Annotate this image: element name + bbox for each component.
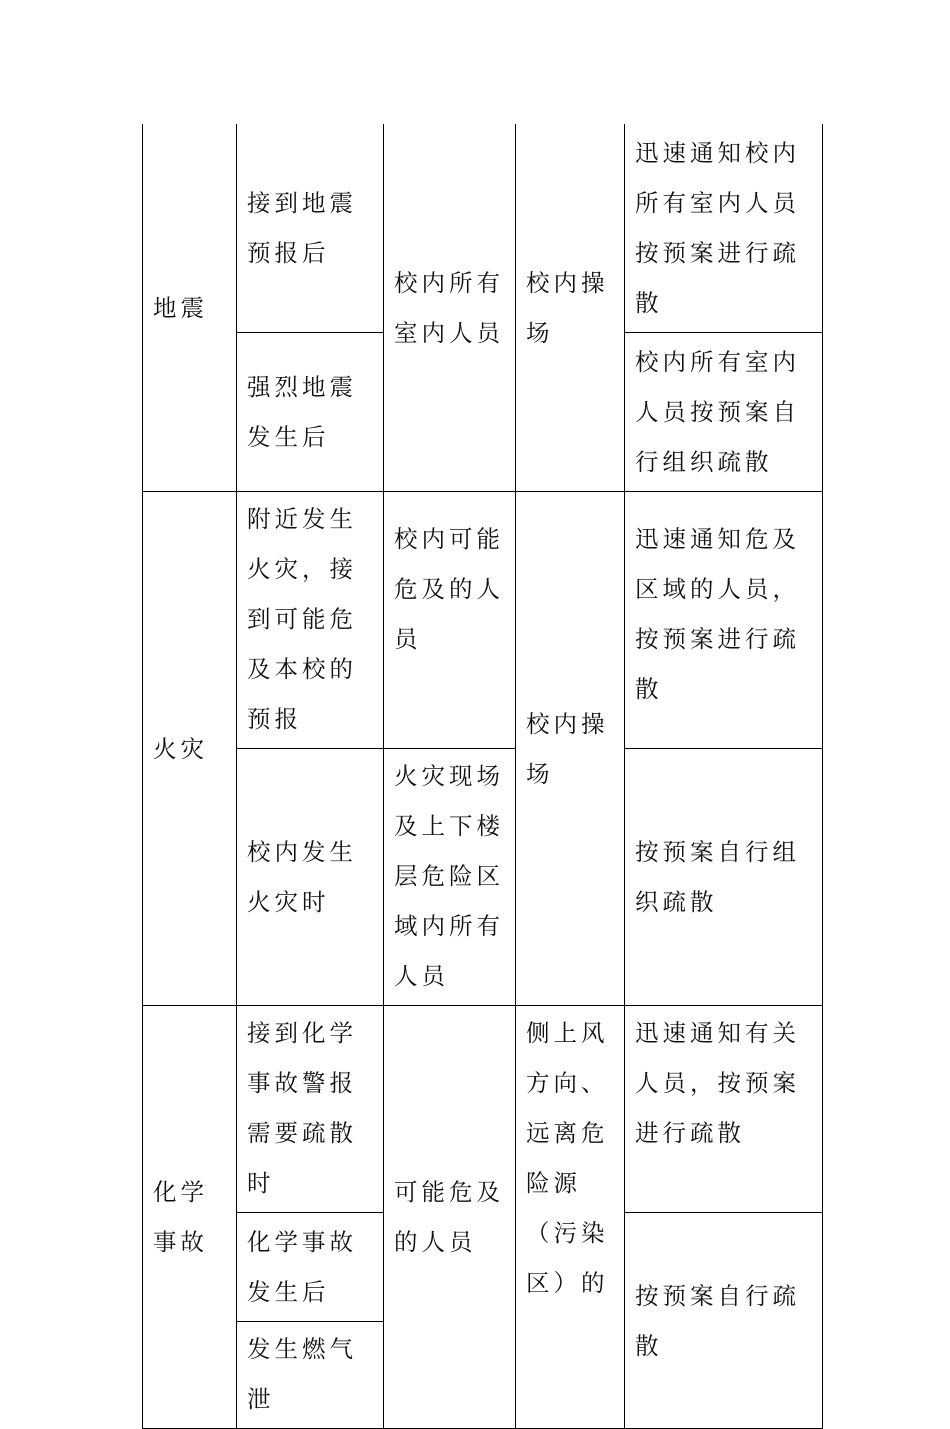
earthquake-category: 地震 (143, 124, 237, 492)
chemical-situation-occurred: 化学事故发生后 (237, 1213, 384, 1322)
evacuation-table (142, 124, 823, 1429)
fire-action-nearby: 迅速通知危及区域的人员，按预案进行疏散 (625, 492, 823, 749)
chemical-scope: 可能危及的人员 (384, 1006, 516, 1429)
fire-situation-oncampus: 校内发生火灾时 (237, 749, 384, 1006)
chemical-location: 侧上风方向、远离危险源（污染区）的 (516, 1006, 625, 1429)
earthquake-situation-forecast: 接到地震预报后 (237, 124, 384, 333)
earthquake-scope: 校内所有室内人员 (384, 124, 516, 492)
earthquake-location: 校内操场 (516, 124, 625, 492)
chemical-action-alarm: 迅速通知有关人员，按预案进行疏散 (625, 1006, 823, 1213)
earthquake-action-forecast: 迅速通知校内所有室内人员按预案进行疏散 (625, 124, 823, 333)
chemical-action-occurred: 按预案自行疏散 (625, 1213, 823, 1429)
chemical-situation-gas-leak: 发生燃气泄 (237, 1322, 384, 1429)
chemical-situation-alarm: 接到化学事故警报需要疏散时 (237, 1006, 384, 1213)
earthquake-situation-occurred: 强烈地震发生后 (237, 333, 384, 492)
fire-category: 火灾 (143, 492, 237, 1006)
fire-situation-nearby: 附近发生火灾，接到可能危及本校的预报 (237, 492, 384, 749)
earthquake-action-occurred: 校内所有室内人员按预案自行组织疏散 (625, 333, 823, 492)
chemical-category: 化学事故 (143, 1006, 237, 1429)
fire-location: 校内操场 (516, 492, 625, 1006)
fire-scope-nearby: 校内可能危及的人员 (384, 492, 516, 749)
fire-action-oncampus: 按预案自行组织疏散 (625, 749, 823, 1006)
fire-scope-oncampus: 火灾现场及上下楼层危险区域内所有人员 (384, 749, 516, 1006)
